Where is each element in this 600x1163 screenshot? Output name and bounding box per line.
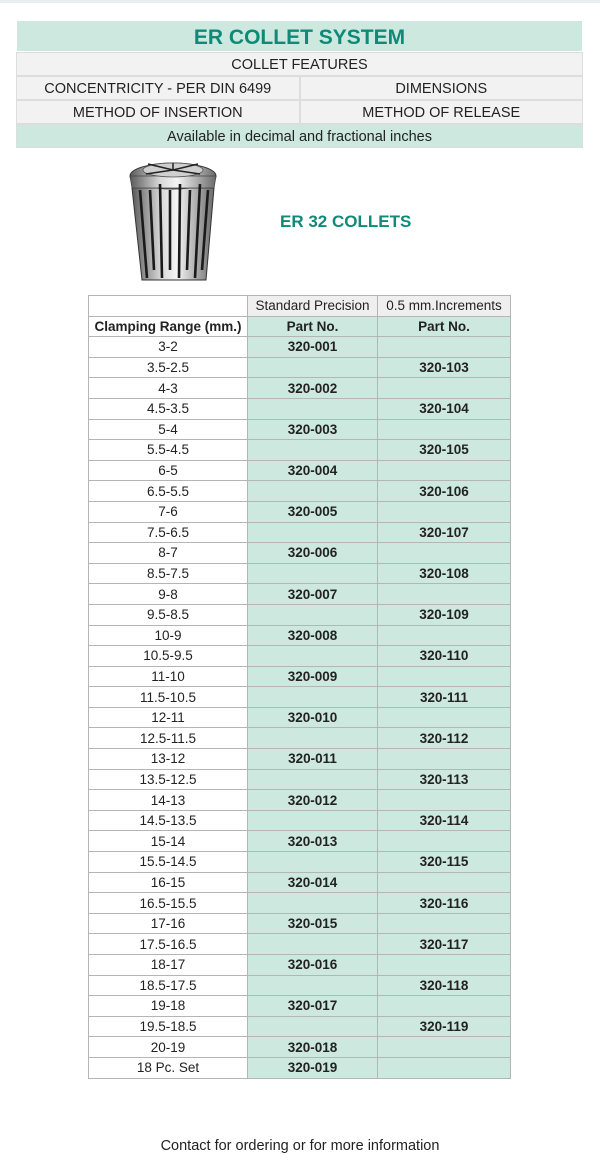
table-row [89,419,511,440]
table-row [89,563,511,584]
increment-part-cell [378,1057,511,1078]
clamping-range-cell: 3.5-2.5 [89,357,248,378]
contact-note: Contact for ordering or for more information [160,1138,440,1154]
clamping-range-cell: 5-4 [89,419,248,440]
clamping-range-cell: 17-16 [89,913,248,934]
clamping-range-cell: 12-11 [89,707,248,728]
increment-part-cell: 320-113 [378,769,511,790]
standard-part-cell [248,810,378,831]
features-title: ER COLLET SYSTEM [16,20,583,52]
table-row [89,440,511,461]
increment-part-cell [378,749,511,770]
clamping-range-cell: 19-18 [89,996,248,1017]
increment-part-cell: 320-111 [378,687,511,708]
table-row [89,913,511,934]
standard-part-cell [248,769,378,790]
clamping-range-cell: 14-13 [89,790,248,811]
standard-part-cell: 320-019 [248,1057,378,1078]
clamping-range-cell: 18-17 [89,955,248,976]
increment-part-cell [378,501,511,522]
table-row [89,749,511,770]
features-table [16,20,583,148]
table-row [89,810,511,831]
section-title: ER 32 COLLETS [280,212,412,231]
standard-part-cell [248,563,378,584]
col-header-part-no-increments: Part No. [378,316,511,337]
increment-part-cell [378,1037,511,1058]
clamping-range-cell: 10.5-9.5 [89,646,248,667]
standard-part-cell: 320-018 [248,1037,378,1058]
clamping-range-cell: 4-3 [89,378,248,399]
group-header-standard: Standard Precision [248,296,378,317]
clamping-range-cell: 19.5-18.5 [89,1016,248,1037]
parts-table [88,295,511,1079]
increment-part-cell [378,584,511,605]
clamping-range-cell: 13.5-12.5 [89,769,248,790]
increment-part-cell: 320-112 [378,728,511,749]
standard-part-cell: 320-007 [248,584,378,605]
table-row [89,1037,511,1058]
standard-part-cell [248,687,378,708]
increment-part-cell: 320-117 [378,934,511,955]
col-header-range: Clamping Range (mm.) [89,316,248,337]
clamping-range-cell: 17.5-16.5 [89,934,248,955]
increment-part-cell [378,872,511,893]
clamping-range-cell: 16.5-15.5 [89,893,248,914]
table-row [89,1016,511,1037]
table-row [89,934,511,955]
increment-part-cell: 320-118 [378,975,511,996]
standard-part-cell [248,934,378,955]
standard-part-cell [248,398,378,419]
standard-part-cell: 320-011 [248,749,378,770]
standard-part-cell: 320-003 [248,419,378,440]
standard-part-cell [248,481,378,502]
top-divider [0,0,600,3]
increment-part-cell: 320-105 [378,440,511,461]
standard-part-cell [248,646,378,667]
standard-part-cell [248,1016,378,1037]
increment-part-cell [378,913,511,934]
increment-part-cell: 320-116 [378,893,511,914]
table-row [89,604,511,625]
increment-part-cell [378,419,511,440]
clamping-range-cell: 12.5-11.5 [89,728,248,749]
increment-part-cell [378,378,511,399]
standard-part-cell: 320-010 [248,707,378,728]
table-row [89,955,511,976]
clamping-range-cell: 15-14 [89,831,248,852]
table-row [89,337,511,358]
standard-part-cell [248,440,378,461]
table-row [89,728,511,749]
table-row [89,1057,511,1078]
increment-part-cell [378,625,511,646]
increment-part-cell [378,543,511,564]
increment-part-cell: 320-103 [378,357,511,378]
table-row [89,646,511,667]
table-row [89,378,511,399]
clamping-range-cell: 6-5 [89,460,248,481]
table-row [89,522,511,543]
clamping-range-cell: 11-10 [89,666,248,687]
clamping-range-cell: 10-9 [89,625,248,646]
increment-part-cell: 320-104 [378,398,511,419]
increment-part-cell [378,460,511,481]
increment-part-cell: 320-109 [378,604,511,625]
table-row [89,501,511,522]
table-row [89,707,511,728]
standard-part-cell [248,852,378,873]
standard-part-cell: 320-013 [248,831,378,852]
increment-part-cell: 320-107 [378,522,511,543]
table-row [89,872,511,893]
clamping-range-cell: 6.5-5.5 [89,481,248,502]
increment-part-cell: 320-110 [378,646,511,667]
clamping-range-cell: 9-8 [89,584,248,605]
standard-part-cell: 320-014 [248,872,378,893]
col-header-part-no: Part No. [248,316,378,337]
table-row [89,852,511,873]
clamping-range-cell: 5.5-4.5 [89,440,248,461]
empty-header-cell [89,296,248,317]
standard-part-cell: 320-002 [248,378,378,399]
table-row [89,831,511,852]
standard-part-cell [248,893,378,914]
standard-part-cell: 320-016 [248,955,378,976]
increment-part-cell [378,337,511,358]
table-row [89,398,511,419]
table-row [89,584,511,605]
standard-part-cell: 320-001 [248,337,378,358]
clamping-range-cell: 8.5-7.5 [89,563,248,584]
table-row [89,460,511,481]
table-row [89,893,511,914]
standard-part-cell: 320-004 [248,460,378,481]
increment-part-cell [378,707,511,728]
clamping-range-cell: 9.5-8.5 [89,604,248,625]
features-subtitle: COLLET FEATURES [16,52,583,76]
increment-part-cell [378,831,511,852]
clamping-range-cell: 11.5-10.5 [89,687,248,708]
standard-part-cell [248,604,378,625]
increment-part-cell [378,666,511,687]
clamping-range-cell: 3-2 [89,337,248,358]
group-header-increments: 0.5 mm.Increments [378,296,511,317]
table-row [89,769,511,790]
clamping-range-cell: 7.5-6.5 [89,522,248,543]
increment-part-cell: 320-114 [378,810,511,831]
features-note: Available in decimal and fractional inches [16,124,583,148]
table-row [89,975,511,996]
increment-part-cell [378,996,511,1017]
clamping-range-cell: 13-12 [89,749,248,770]
clamping-range-cell: 8-7 [89,543,248,564]
increment-part-cell: 320-108 [378,563,511,584]
clamping-range-cell: 18 Pc. Set [89,1057,248,1078]
table-row [89,666,511,687]
standard-part-cell: 320-017 [248,996,378,1017]
clamping-range-cell: 14.5-13.5 [89,810,248,831]
standard-part-cell [248,522,378,543]
clamping-range-cell: 4.5-3.5 [89,398,248,419]
standard-part-cell: 320-008 [248,625,378,646]
increment-part-cell [378,790,511,811]
clamping-range-cell: 20-19 [89,1037,248,1058]
standard-part-cell: 320-009 [248,666,378,687]
standard-part-cell [248,975,378,996]
standard-part-cell: 320-005 [248,501,378,522]
standard-part-cell: 320-015 [248,913,378,934]
clamping-range-cell: 7-6 [89,501,248,522]
table-row [89,543,511,564]
clamping-range-cell: 18.5-17.5 [89,975,248,996]
table-row [89,996,511,1017]
increment-part-cell [378,955,511,976]
feature-dimensions: DIMENSIONS [300,76,584,100]
table-row [89,687,511,708]
increment-part-cell: 320-115 [378,852,511,873]
table-row [89,790,511,811]
standard-part-cell: 320-006 [248,543,378,564]
clamping-range-cell: 16-15 [89,872,248,893]
table-row [89,625,511,646]
increment-part-cell: 320-119 [378,1016,511,1037]
standard-part-cell [248,357,378,378]
increment-part-cell: 320-106 [378,481,511,502]
standard-part-cell: 320-012 [248,790,378,811]
standard-part-cell [248,728,378,749]
feature-concentricity: CONCENTRICITY - PER DIN 6499 [16,76,300,100]
feature-insertion: METHOD OF INSERTION [16,100,300,124]
group-header-row [89,296,511,317]
clamping-range-cell: 15.5-14.5 [89,852,248,873]
column-header-row [89,316,511,337]
table-row [89,357,511,378]
table-row [89,481,511,502]
collet-image [128,160,218,285]
feature-release: METHOD OF RELEASE [300,100,584,124]
